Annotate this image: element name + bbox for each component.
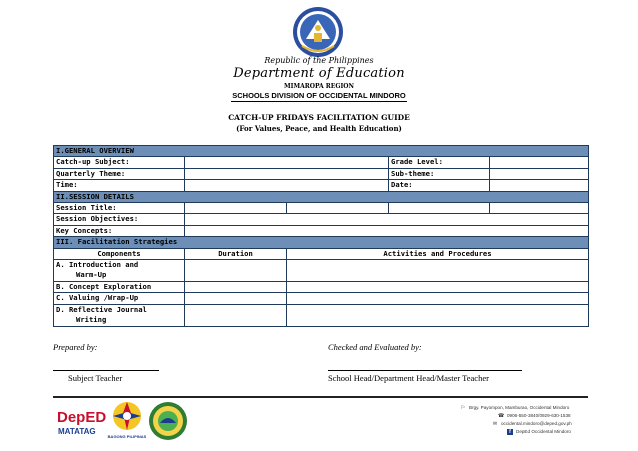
activities-field[interactable] bbox=[287, 304, 589, 326]
duration-field[interactable] bbox=[185, 304, 287, 326]
component-intro bbox=[54, 259, 185, 281]
facebook-icon: f bbox=[507, 429, 513, 435]
form-title: CATCH-UP FRIDAYS FACILITATION GUIDE bbox=[228, 113, 410, 122]
facebook-text[interactable]: DepEd Occidental Mindoro bbox=[516, 429, 571, 434]
component-concept bbox=[54, 281, 185, 292]
footer-divider bbox=[53, 396, 588, 398]
components-header: Components bbox=[54, 248, 185, 259]
deped-seal-icon bbox=[292, 6, 344, 58]
grade-level-label: Grade Level: bbox=[389, 157, 490, 168]
form-subtitle: (For Values, Peace, and Health Education) bbox=[236, 124, 402, 133]
header-divider bbox=[231, 101, 407, 102]
duration-field[interactable] bbox=[185, 259, 287, 281]
table-row bbox=[54, 225, 589, 236]
table-row bbox=[54, 168, 589, 179]
component-label-cont: Writing bbox=[76, 314, 107, 324]
sub-theme-label: Sub-theme: bbox=[389, 168, 490, 179]
head-signature-line[interactable] bbox=[328, 370, 522, 371]
location-icon: ⚐ bbox=[460, 405, 466, 411]
component-letter: C. bbox=[56, 293, 65, 303]
table-header-row bbox=[54, 248, 589, 259]
session-title-field-2[interactable] bbox=[287, 202, 389, 213]
division-seal-icon bbox=[148, 401, 188, 441]
table-row bbox=[54, 202, 589, 213]
session-objectives-label: Session Objectives: bbox=[54, 214, 185, 225]
date-field[interactable] bbox=[490, 180, 589, 191]
facilitation-heading: III. Facilitation Strategies bbox=[54, 237, 589, 248]
contact-email bbox=[492, 421, 572, 427]
quarterly-theme-field[interactable] bbox=[185, 168, 389, 179]
time-field[interactable] bbox=[185, 180, 389, 191]
catchup-subject-label: Catch-up Subject: bbox=[54, 157, 185, 168]
table-row bbox=[54, 259, 589, 281]
session-title-field-4[interactable] bbox=[490, 202, 589, 213]
component-label: Valuing /Wrap-Up bbox=[68, 293, 139, 303]
bagong-pilipinas-logo bbox=[108, 399, 146, 441]
division-text: SCHOOLS DIVISION OF OCCIDENTAL MINDORO bbox=[232, 91, 406, 100]
key-concepts-label: Key Concepts: bbox=[54, 225, 185, 236]
section-header-session bbox=[54, 191, 589, 202]
catchup-subject-field[interactable] bbox=[185, 157, 389, 168]
session-objectives-field[interactable] bbox=[185, 214, 589, 225]
grade-level-field[interactable] bbox=[490, 157, 589, 168]
table-row bbox=[54, 293, 589, 304]
key-concepts-field[interactable] bbox=[185, 225, 589, 236]
contact-address bbox=[460, 405, 569, 411]
school-head-label: School Head/Department Head/Master Teacher bbox=[328, 373, 489, 383]
deped-matatag-logo bbox=[55, 404, 107, 440]
table-row bbox=[54, 304, 589, 326]
component-valuing bbox=[54, 293, 185, 304]
component-label: Reflective Journal bbox=[68, 304, 147, 314]
session-details-heading: II.SESSION DETAILS bbox=[54, 191, 589, 202]
duration-header: Duration bbox=[185, 248, 287, 259]
region-text: MIMAROPA REGION bbox=[284, 83, 354, 90]
email-text[interactable]: occidental.mindoro@deped.gov.ph bbox=[501, 421, 572, 426]
session-title-label: Session Title: bbox=[54, 202, 185, 213]
session-title-field[interactable] bbox=[185, 202, 287, 213]
activities-header: Activities and Procedures bbox=[287, 248, 589, 259]
bagong-pilipinas-text: BAGONG PILIPINAS bbox=[107, 434, 147, 439]
section-header-facilitation bbox=[54, 237, 589, 248]
activities-field[interactable] bbox=[287, 293, 589, 304]
quarterly-theme-label: Quarterly Theme: bbox=[54, 168, 185, 179]
deped-logo-text: DepED bbox=[57, 409, 107, 426]
table-row bbox=[54, 214, 589, 225]
date-label: Date: bbox=[389, 180, 490, 191]
checked-by-label: Checked and Evaluated by: bbox=[328, 342, 422, 352]
component-label: Concept Exploration bbox=[68, 281, 152, 291]
table-row bbox=[54, 281, 589, 292]
email-icon: ✉ bbox=[492, 421, 498, 427]
component-label: Introduction and bbox=[68, 259, 139, 269]
table-row bbox=[54, 157, 589, 168]
component-label-cont: Warm-Up bbox=[76, 269, 107, 279]
time-label: Time: bbox=[54, 180, 185, 191]
session-title-field-3[interactable] bbox=[389, 202, 490, 213]
activities-field[interactable] bbox=[287, 259, 589, 281]
component-letter: D. bbox=[56, 304, 65, 314]
prepared-by-label: Prepared by: bbox=[53, 342, 98, 352]
republic-text: Republic of the Philippines bbox=[264, 56, 374, 65]
phone-icon: ☎ bbox=[498, 413, 505, 419]
sub-theme-field[interactable] bbox=[490, 168, 589, 179]
general-overview-heading: I.GENERAL OVERVIEW bbox=[54, 146, 589, 157]
department-title: Department of Education bbox=[233, 66, 405, 81]
duration-field[interactable] bbox=[185, 281, 287, 292]
contact-phone bbox=[498, 413, 571, 419]
duration-field[interactable] bbox=[185, 293, 287, 304]
component-letter: A. bbox=[56, 259, 65, 269]
table-row bbox=[54, 180, 589, 191]
component-letter: B. bbox=[56, 281, 65, 291]
matatag-text: MATATAG bbox=[58, 427, 96, 436]
subject-teacher-label: Subject Teacher bbox=[68, 373, 123, 383]
phone-text: 0906-550-3840/0929-630-1538 bbox=[507, 413, 571, 418]
teacher-signature-line[interactable] bbox=[53, 370, 159, 371]
section-header-general bbox=[54, 146, 589, 157]
activities-field[interactable] bbox=[287, 281, 589, 292]
contact-facebook bbox=[507, 429, 571, 435]
component-reflective bbox=[54, 304, 185, 326]
address-text: Brgy. Payompon, Mamburao, Occidental Mindoro bbox=[469, 405, 570, 410]
facilitation-guide-table bbox=[53, 145, 589, 327]
